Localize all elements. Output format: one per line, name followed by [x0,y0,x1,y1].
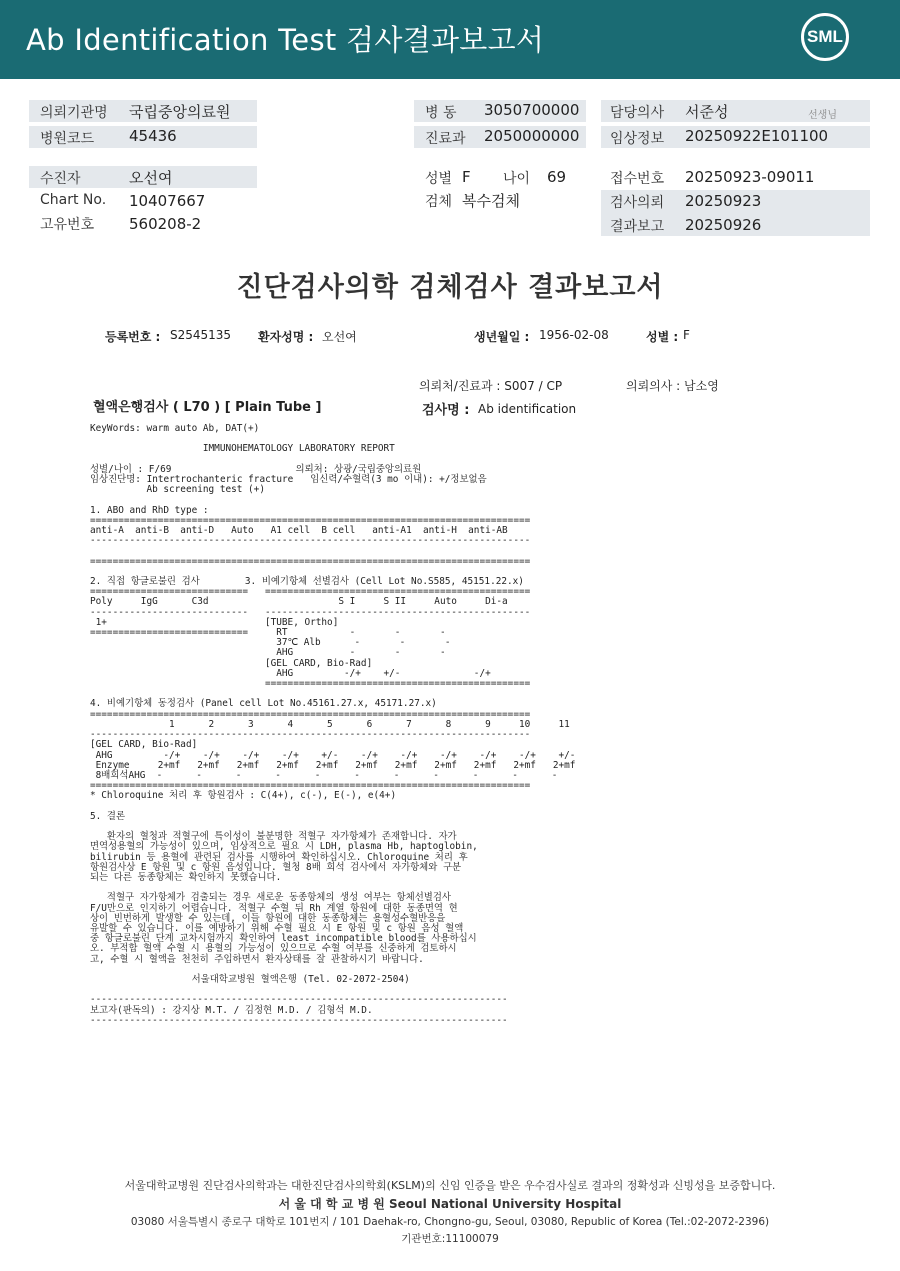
department-label: 진료과 [425,131,466,147]
request-value: 20250923 [685,192,762,210]
sex-line-value: F [683,328,690,342]
header-bar [0,0,900,79]
footer-institution-code: 기관번호:11100079 [401,1233,499,1245]
hospital-code-label: 병원코드 [40,131,95,147]
name-value: 오선여 [322,330,357,344]
patient-value: 오선여 [129,169,173,187]
main-title: 진단검사의학 검체검사 결과보고서 [236,272,664,303]
test-name-label: 검사명 : [422,403,470,418]
report-label: 결과보고 [610,219,665,235]
logo-text: SML [807,27,843,46]
doctor-suffix: 선생님 [808,110,837,121]
reg-label: 등록번호 : [105,330,161,344]
report-title: Ab Identification Test 검사결과보고서 [26,23,545,57]
lab-report-body: KeyWords: warm auto Ab, DAT(+) IMMUNOHEMATOLOGY LABORATORY REPORT 성별/나이 : F/69 의뢰처: 상광/국립중앙의료원 임상진단명: Intertrochanteric fracture 임신력/수혈력(3 mo 이내): +/정보없음 Ab screening test (+) 1. ABO and RhD type : ============================================================================== anti-A anti-B anti-D Auto A1 cell B cell anti-A1 anti-H anti-AB ------------------------------------------------------------------------------ ============================================================================== 2. 직접 항글로불린 검사 3. 비예기항체 선별검사 (Cell Lot No.S585, 45151.22.x) ============================ =============================================== Poly IgG C3d S I S II Auto Di-a ---------------------------- ----------------------------------------------- 1+ [TUBE, Ortho] ============================ RT - - - 37℃ Alb - - - AHG - - - [GEL CARD, Bio-Rad] AHG -/+ +/- -/+ =============================================== 4. 비예기항체 동정검사 (Panel cell Lot No.45161.27.x, 45171.27.x) ============================================================================== 1 2 3 4 5 6 7 8 9 10 11 ------------------------------------------------------------------------------ [GEL CARD, Bio-Rad] AHG -/+ -/+ -/+ -/+ +/- -/+ -/+ -/+ -/+ -/+ +/- Enzyme 2+mf 2+mf 2+mf 2+mf 2+mf 2+mf 2+mf 2+mf 2+mf 2+mf 2+mf 8배희석AHG - - - - - - - - - - - ============================================================================== * Chloroquine 처리 후 항원검사 : C(4+), c(-), E(-), e(4+) 5. 결론 환자의 혈청과 적혈구에 특이성이 불분명한 적혈구 자가항체가 존재합니다. 자가 면역성용혈의 가능성이 있으며, 임상적으로 필요 시 LDH, plasma Hb, haptoglobin, bilirubin 등 용혈에 관련된 검사를 시행하여 확인하십시오. Chloroquine 처리 후 항원검사상 E 항원 및 c 항원 음성입니다. 혈청 8배 희석 검사에서 자가항체와 구분 되는 다른 동종항체는 확인하지 못했습니다. 적혈구 자가항체가 검출되는 경우 새로운 동종항체의 생성 여부는 항체선별검사 F/U만으로 인지하기 어렵습니다. 적혈구 수혈 뒤 Rh 계열 항원에 대한 동종면역 현 상이 빈번하게 발생할 수 있는데, 이들 항원에 대한 동종항체는 용혈성수혈반응을 유발할 수 있습니다. 이를 예방하기 위해 수혈 필요 시 E 항원 및 c 항원 음성 혈액 중 항글로불린 단계 교차시험까지 확인하여 least incompatible blood를 사용하십시 오. 부적합 혈액 수혈 시 용혈의 가능성이 있으므로 수혈 여부를 신중하게 검토하시 고, 수혈 시 혈액을 천천히 주입하면서 환자상태를 잘 관찰하시기 바랍니다. 서울대학교병원 혈액은행 (Tel. 02-2072-2504) -------------------------------------------------------------------------- 보고자(판독의) : 강지상 M.T. / 김정현 M.D. / 김형석 M.D. -------------------------------------------------------------------------- [90,423,576,1026]
chart-value: 10407667 [129,192,206,210]
dob-value: 1956-02-08 [539,328,609,342]
reg-value: S2545135 [170,328,232,342]
age-value: 69 [547,168,567,186]
institution-value: 국립중앙의료원 [129,103,231,121]
test-name-value: Ab identification [478,402,577,416]
doctor-value: 서준성 [685,103,729,121]
test-title: 혈액은행검사 ( L70 ) [ Plain Tube ] [93,400,322,415]
unique-value: 560208-2 [129,215,202,233]
reception-label: 접수번호 [610,171,665,187]
specimen-label: 검체 [425,194,453,210]
reception-value: 20250923-09011 [685,168,815,186]
report-value: 20250926 [685,216,762,234]
patient-label: 수진자 [40,171,81,187]
unique-label: 고유번호 [40,217,95,233]
chart-label: Chart No. [40,192,107,208]
request-dept: 의뢰처/진료과 : S007 / CP [419,379,563,393]
sml-logo [801,13,849,61]
ward-value: 3050700000 [484,101,580,119]
footer-address: 03080 서울특별시 종로구 대학로 101번지 / 101 Daehak-ro, Chongno-gu, Seoul, 03080, Republic of Korea (Tel.:02-2072-2396) [130,1216,770,1228]
department-value: 2050000000 [484,127,580,145]
request-doctor: 의뢰의사 : 남소영 [626,379,719,393]
name-label: 환자성명 : [258,330,314,344]
hospital-code-value: 45436 [129,127,177,145]
request-label: 검사의뢰 [610,195,665,211]
clinical-value: 20250922E101100 [685,127,829,145]
dob-label: 생년월일 : [474,330,530,344]
specimen-value: 복수검체 [462,192,520,210]
footer-certification: 서울대학교병원 진단검사의학과는 대한진단검사의학회(KSLM)의 신임 인증을 받은 우수검사실로 결과의 정확성과 신빙성을 보증합니다. [124,1179,776,1192]
doctor-label: 담당의사 [610,105,665,121]
sex-label: 성별 [425,171,453,187]
footer-hospital-name: 서 울 대 학 교 병 원 Seoul National University Hospital [278,1197,622,1211]
institution-label: 의뢰기관명 [40,105,108,121]
sex-value: F [462,168,471,186]
age-label: 나이 [503,171,531,187]
clinical-label: 임상정보 [610,131,665,147]
sex-line-label: 성별 : [646,330,679,344]
ward-label: 병 동 [425,105,457,121]
